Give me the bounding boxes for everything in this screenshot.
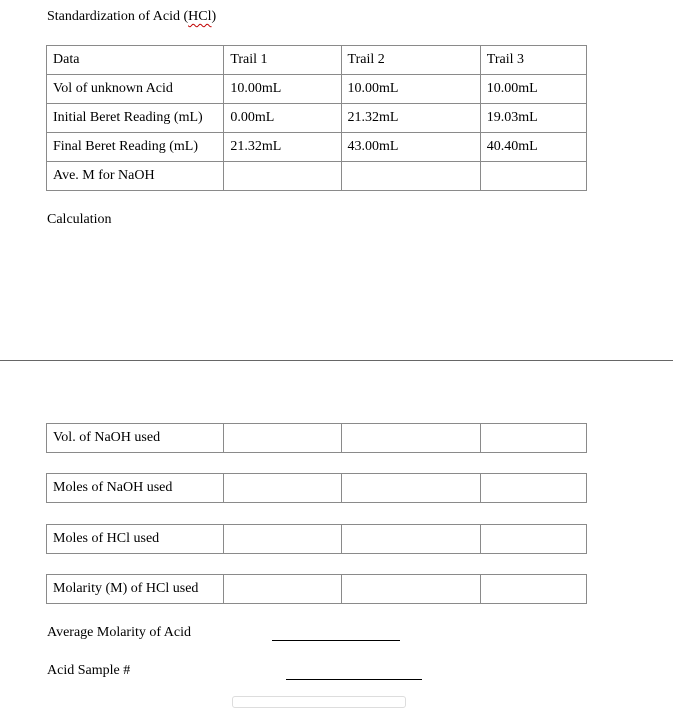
row-label: Vol of unknown Acid [47,75,224,104]
table-cell[interactable] [341,525,480,554]
row-label: Vol. of NaOH used [47,424,224,453]
table-cell[interactable] [480,575,586,604]
table-cell[interactable]: 0.00mL [224,104,341,133]
header-trail-1: Trail 1 [224,46,341,75]
table-cell[interactable] [341,575,480,604]
section-divider [0,360,673,361]
table-cell[interactable] [224,162,341,191]
data-table [46,45,587,191]
table-cell[interactable]: 43.00mL [341,133,480,162]
result-table-naoh-moles [46,473,587,503]
row-label: Moles of NaOH used [47,474,224,503]
table-cell[interactable]: 10.00mL [224,75,341,104]
table-cell[interactable] [224,424,341,453]
table-cell[interactable] [480,474,586,503]
acid-sample-blank[interactable] [286,679,422,680]
page-title [47,9,216,25]
average-molarity-label: Average Molarity of Acid [47,625,191,640]
result-table-hcl-molarity [46,574,587,604]
acid-sample-label: Acid Sample # [47,663,131,678]
row-label: Initial Beret Reading (mL) [47,104,224,133]
header-trail-3: Trail 3 [480,46,586,75]
table-cell[interactable]: 21.32mL [224,133,341,162]
table-cell[interactable]: 10.00mL [480,75,586,104]
table-row [47,474,587,503]
table-cell[interactable] [341,474,480,503]
result-table-hcl-moles [46,524,587,554]
title-suffix: ) [211,9,217,24]
table-row [47,162,587,191]
title-formula: HCl [188,9,212,24]
row-label: Molarity (M) of HCl used [47,575,224,604]
title-prefix: Standardization of Acid ( [47,9,189,24]
table-row [47,575,587,604]
header-data: Data [47,46,224,75]
table-row [47,104,587,133]
calculation-heading: Calculation [47,212,112,227]
table-cell[interactable]: 21.32mL [341,104,480,133]
table-cell[interactable] [224,525,341,554]
table-cell[interactable] [341,162,480,191]
table-cell[interactable]: 40.40mL [480,133,586,162]
table-cell[interactable] [224,474,341,503]
table-cell[interactable]: 19.03mL [480,104,586,133]
toolbar-stub [232,696,406,708]
row-label: Ave. M for NaOH [47,162,224,191]
average-molarity-blank[interactable] [272,640,400,641]
table-row [47,424,587,453]
result-table-naoh-volume [46,423,587,453]
table-cell[interactable] [224,575,341,604]
table-row [47,75,587,104]
table-cell[interactable] [480,424,586,453]
table-row [47,133,587,162]
row-label: Moles of HCl used [47,525,224,554]
table-cell[interactable] [480,525,586,554]
header-trail-2: Trail 2 [341,46,480,75]
table-cell[interactable] [480,162,586,191]
table-cell[interactable] [341,424,480,453]
table-header-row [47,46,587,75]
row-label: Final Beret Reading (mL) [47,133,224,162]
table-cell[interactable]: 10.00mL [341,75,480,104]
table-row [47,525,587,554]
